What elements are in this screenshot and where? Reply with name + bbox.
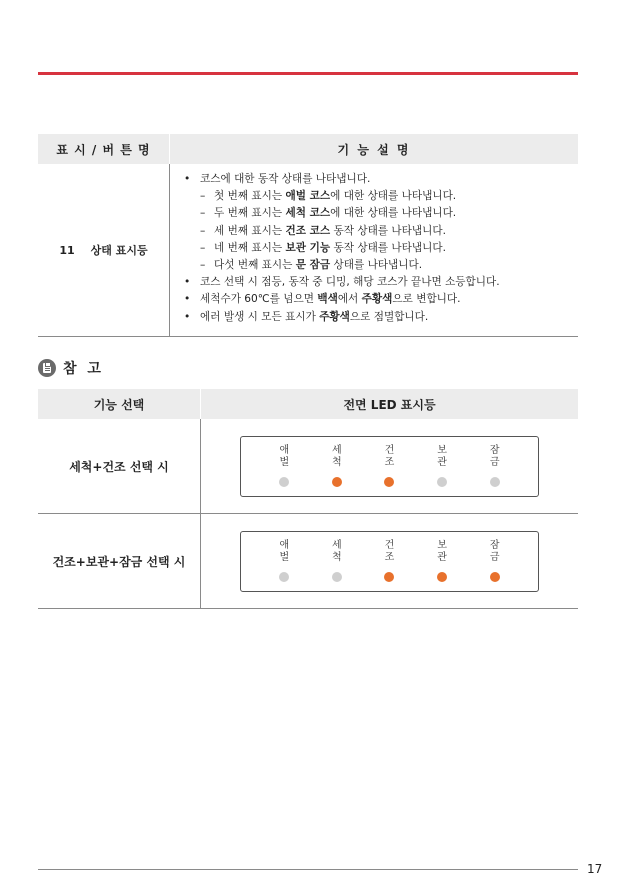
description-sub-item xyxy=(184,257,578,274)
header-function-description: 기 능 설 명 xyxy=(337,142,411,157)
emphasis-text: 문 잠금 xyxy=(295,258,331,271)
list-marker: – xyxy=(200,224,206,237)
list-marker: • xyxy=(184,173,191,185)
text-run: 세 번째 표시는 xyxy=(214,224,286,237)
description-text xyxy=(200,171,370,188)
row-name-cell xyxy=(38,164,170,336)
text-run: 에 대한 상태를 나타냅니다. xyxy=(330,207,457,220)
led-indicator xyxy=(416,532,469,591)
emphasis-text: 건조 코스 xyxy=(285,224,331,237)
led-dot-off xyxy=(332,572,342,582)
description-text xyxy=(214,240,446,257)
page-number: 17 xyxy=(587,862,603,876)
led-dot-on xyxy=(384,477,394,487)
text-run: 코스에 대한 동작 상태를 나타냅니다. xyxy=(200,173,371,185)
led-panel xyxy=(240,436,539,497)
led-indicator xyxy=(468,532,521,591)
led-dot-off xyxy=(437,477,447,487)
led-dot-on xyxy=(332,477,342,487)
reference-title: 참 고 xyxy=(63,361,104,377)
led-label: 애벌 xyxy=(279,445,290,468)
text-run: 동작 상태를 나타냅니다. xyxy=(330,224,446,237)
text-run: 에러 발생 시 모든 표시가 xyxy=(200,310,320,323)
function-table-row xyxy=(38,164,578,336)
list-marker: – xyxy=(200,241,206,254)
function-select-label: 건조+보관+잠금 선택 시 xyxy=(38,514,201,608)
emphasis-text: 주황색 xyxy=(361,293,393,306)
led-indicator xyxy=(363,437,416,496)
led-dot-off xyxy=(490,477,500,487)
bottom-rule xyxy=(38,869,578,870)
header-display-button-name: 표 시 / 버 튼 명 xyxy=(38,134,170,164)
description-sub-item xyxy=(184,240,578,257)
list-marker: – xyxy=(200,258,206,271)
led-dot-on xyxy=(490,572,500,582)
led-indicator xyxy=(311,437,364,496)
led-indicator xyxy=(416,437,469,496)
reference-table-header xyxy=(38,389,578,419)
text-run: 동작 상태를 나타냅니다. xyxy=(330,241,446,254)
led-label: 보관 xyxy=(437,540,447,563)
row-number: 11 xyxy=(59,243,75,257)
led-label: 보관 xyxy=(437,445,447,468)
led-indicator xyxy=(468,437,521,496)
description-bullet xyxy=(184,274,578,291)
description-sub-item xyxy=(184,188,578,205)
function-table xyxy=(38,134,578,337)
description-text xyxy=(214,257,422,274)
led-label: 세척 xyxy=(332,445,342,468)
led-label: 잠금 xyxy=(489,445,500,468)
led-panel xyxy=(240,531,539,592)
led-dot-on xyxy=(437,572,447,582)
description-text xyxy=(200,291,461,308)
led-indicator xyxy=(363,532,416,591)
top-accent-rule xyxy=(38,72,578,75)
description-bullet xyxy=(184,171,578,188)
reference-heading xyxy=(38,358,104,378)
text-run: 으로 변합니다. xyxy=(392,293,461,306)
emphasis-text: 백색 xyxy=(317,293,338,306)
description-sub-item xyxy=(184,205,578,222)
function-table-header xyxy=(38,134,578,164)
text-run: 세척수가 60℃를 넘으면 xyxy=(200,293,318,306)
description-sub-item xyxy=(184,223,578,240)
text-run: 두 번째 표시는 xyxy=(214,207,286,220)
led-label: 세척 xyxy=(332,540,342,563)
reference-row xyxy=(38,514,578,609)
header-function-select: 기능 선택 xyxy=(38,389,201,419)
description-text xyxy=(200,309,428,326)
led-dot-off xyxy=(279,572,289,582)
led-indicator xyxy=(258,532,311,591)
text-run: 에서 xyxy=(337,293,362,306)
emphasis-text: 세척 코스 xyxy=(285,207,331,220)
led-label: 잠금 xyxy=(489,540,500,563)
note-icon xyxy=(38,359,56,377)
list-marker: • xyxy=(184,293,191,306)
reference-row xyxy=(38,419,578,514)
led-cell xyxy=(201,514,578,608)
led-label: 애벌 xyxy=(279,540,290,563)
led-label: 건조 xyxy=(384,540,395,563)
led-indicator xyxy=(311,532,364,591)
text-run: 첫 번째 표시는 xyxy=(214,190,286,203)
led-dot-on xyxy=(384,572,394,582)
text-run: 상태를 나타냅니다. xyxy=(330,258,423,271)
header-front-led: 전면 LED 표시등 xyxy=(343,397,436,412)
text-run: 코스 선택 시 점등, 동작 중 디밍, 해당 코스가 끝나면 소등합니다. xyxy=(200,276,500,289)
reference-table xyxy=(38,389,578,609)
emphasis-text: 주황색 xyxy=(319,310,350,323)
description-bullet xyxy=(184,309,578,326)
emphasis-text: 보관 기능 xyxy=(285,241,331,254)
led-label: 건조 xyxy=(384,445,395,468)
row-description xyxy=(170,164,578,336)
emphasis-text: 애벌 코스 xyxy=(285,190,331,203)
list-marker: – xyxy=(200,207,206,220)
function-select-label: 세척+건조 선택 시 xyxy=(38,419,201,513)
description-bullet xyxy=(184,291,578,308)
description-text xyxy=(200,274,500,291)
description-text xyxy=(214,205,456,222)
list-marker: • xyxy=(184,310,191,323)
led-cell xyxy=(201,419,578,513)
list-marker: – xyxy=(200,190,206,203)
text-run: 으로 점멸합니다. xyxy=(349,310,429,323)
text-run: 에 대한 상태를 나타냅니다. xyxy=(330,190,457,203)
list-marker: • xyxy=(184,276,191,289)
description-text xyxy=(214,223,446,240)
description-text xyxy=(214,188,456,205)
text-run: 다섯 번째 표시는 xyxy=(214,258,296,271)
text-run: 네 번째 표시는 xyxy=(214,241,286,254)
row-name: 상태 표시등 xyxy=(90,244,148,257)
led-indicator xyxy=(258,437,311,496)
led-dot-off xyxy=(279,477,289,487)
